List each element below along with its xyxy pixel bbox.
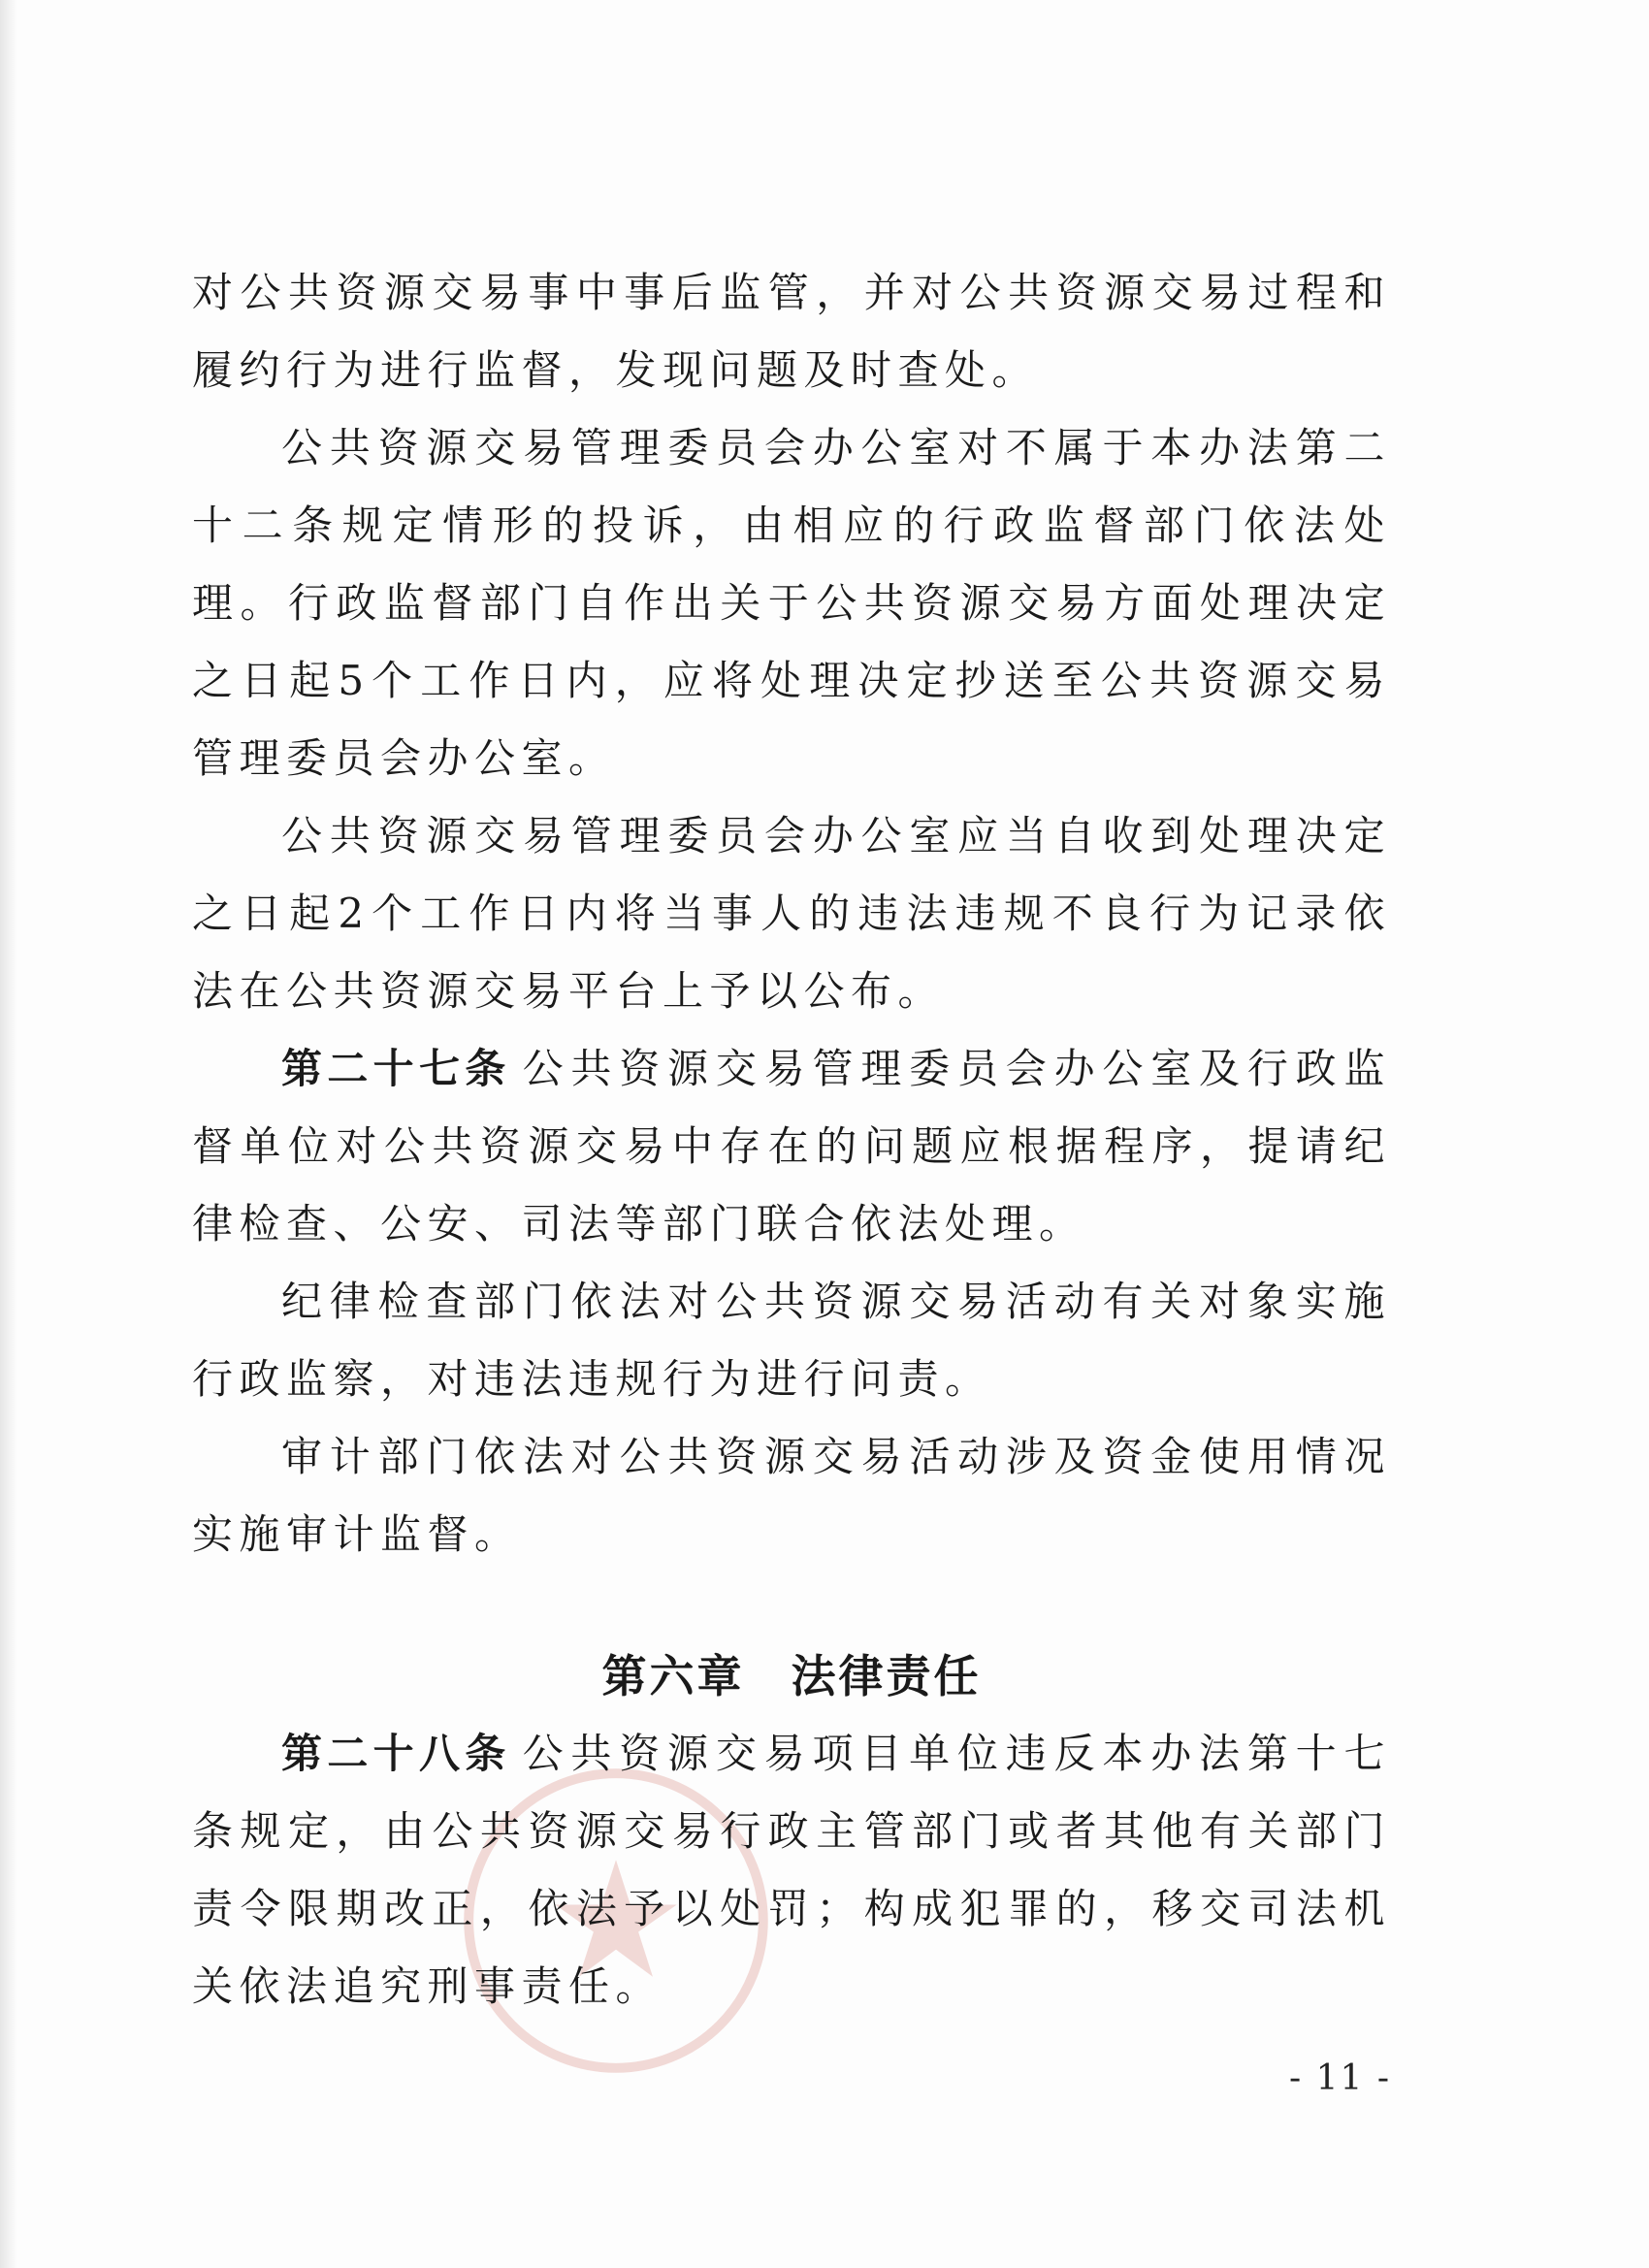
page-number: - 11 - [1288,2058,1391,2098]
chapter-heading [192,1637,1391,1715]
article-28 [192,1715,1391,2025]
paragraph-supervision-continued: 对公共资源交易事中事后监管，并对公共资源交易过程和履约行为进行监督，发现问题及时查处。 [192,269,1391,394]
paragraph-audit: 审计部门依法对公共资源交易活动涉及资金使用情况实施审计监督。 [192,1433,1391,1558]
article-27-label: 第二十七条 [281,1045,511,1092]
paragraph-record-publication: 公共资源交易管理委员会办公室应当自收到处理决定之日起2个工作日内将当事人的违法违规不良行为记录依法在公共资源交易平台上予以公布。 [192,812,1391,1015]
paragraph-complaint-handling: 公共资源交易管理委员会办公室对不属于本办法第二十二条规定情形的投诉，由相应的行政监督部门依法处理。行政监督部门自作出关于公共资源交易方面处理决定之日起5个工作日内，应将处理决定抄送至公共资源交易管理委员会办公室。 [192,424,1391,782]
document-body [192,254,1391,2025]
chapter-number: 第六章 [601,1650,745,1702]
page-edge-shadow [0,0,17,2268]
article-28-text: 公共资源交易项目单位违反本办法第十七条规定，由公共资源交易行政主管部门或者其他有关部门责令限期改正，依法予以处罚；构成犯罪的，移交司法机关依法追究刑事责任。 [192,1730,1391,2010]
article-27 [192,1030,1391,1263]
chapter-title: 法律责任 [791,1650,982,1702]
article-28-label: 第二十八条 [281,1730,511,1777]
article-27-text: 公共资源交易管理委员会办公室及行政监督单位对公共资源交易中存在的问题应根据程序，提请纪律检查、公安、司法等部门联合依法处理。 [192,1045,1391,1247]
paragraph-discipline-inspection: 纪律检查部门依法对公共资源交易活动有关对象实施行政监察，对违法违规行为进行问责。 [192,1278,1391,1403]
